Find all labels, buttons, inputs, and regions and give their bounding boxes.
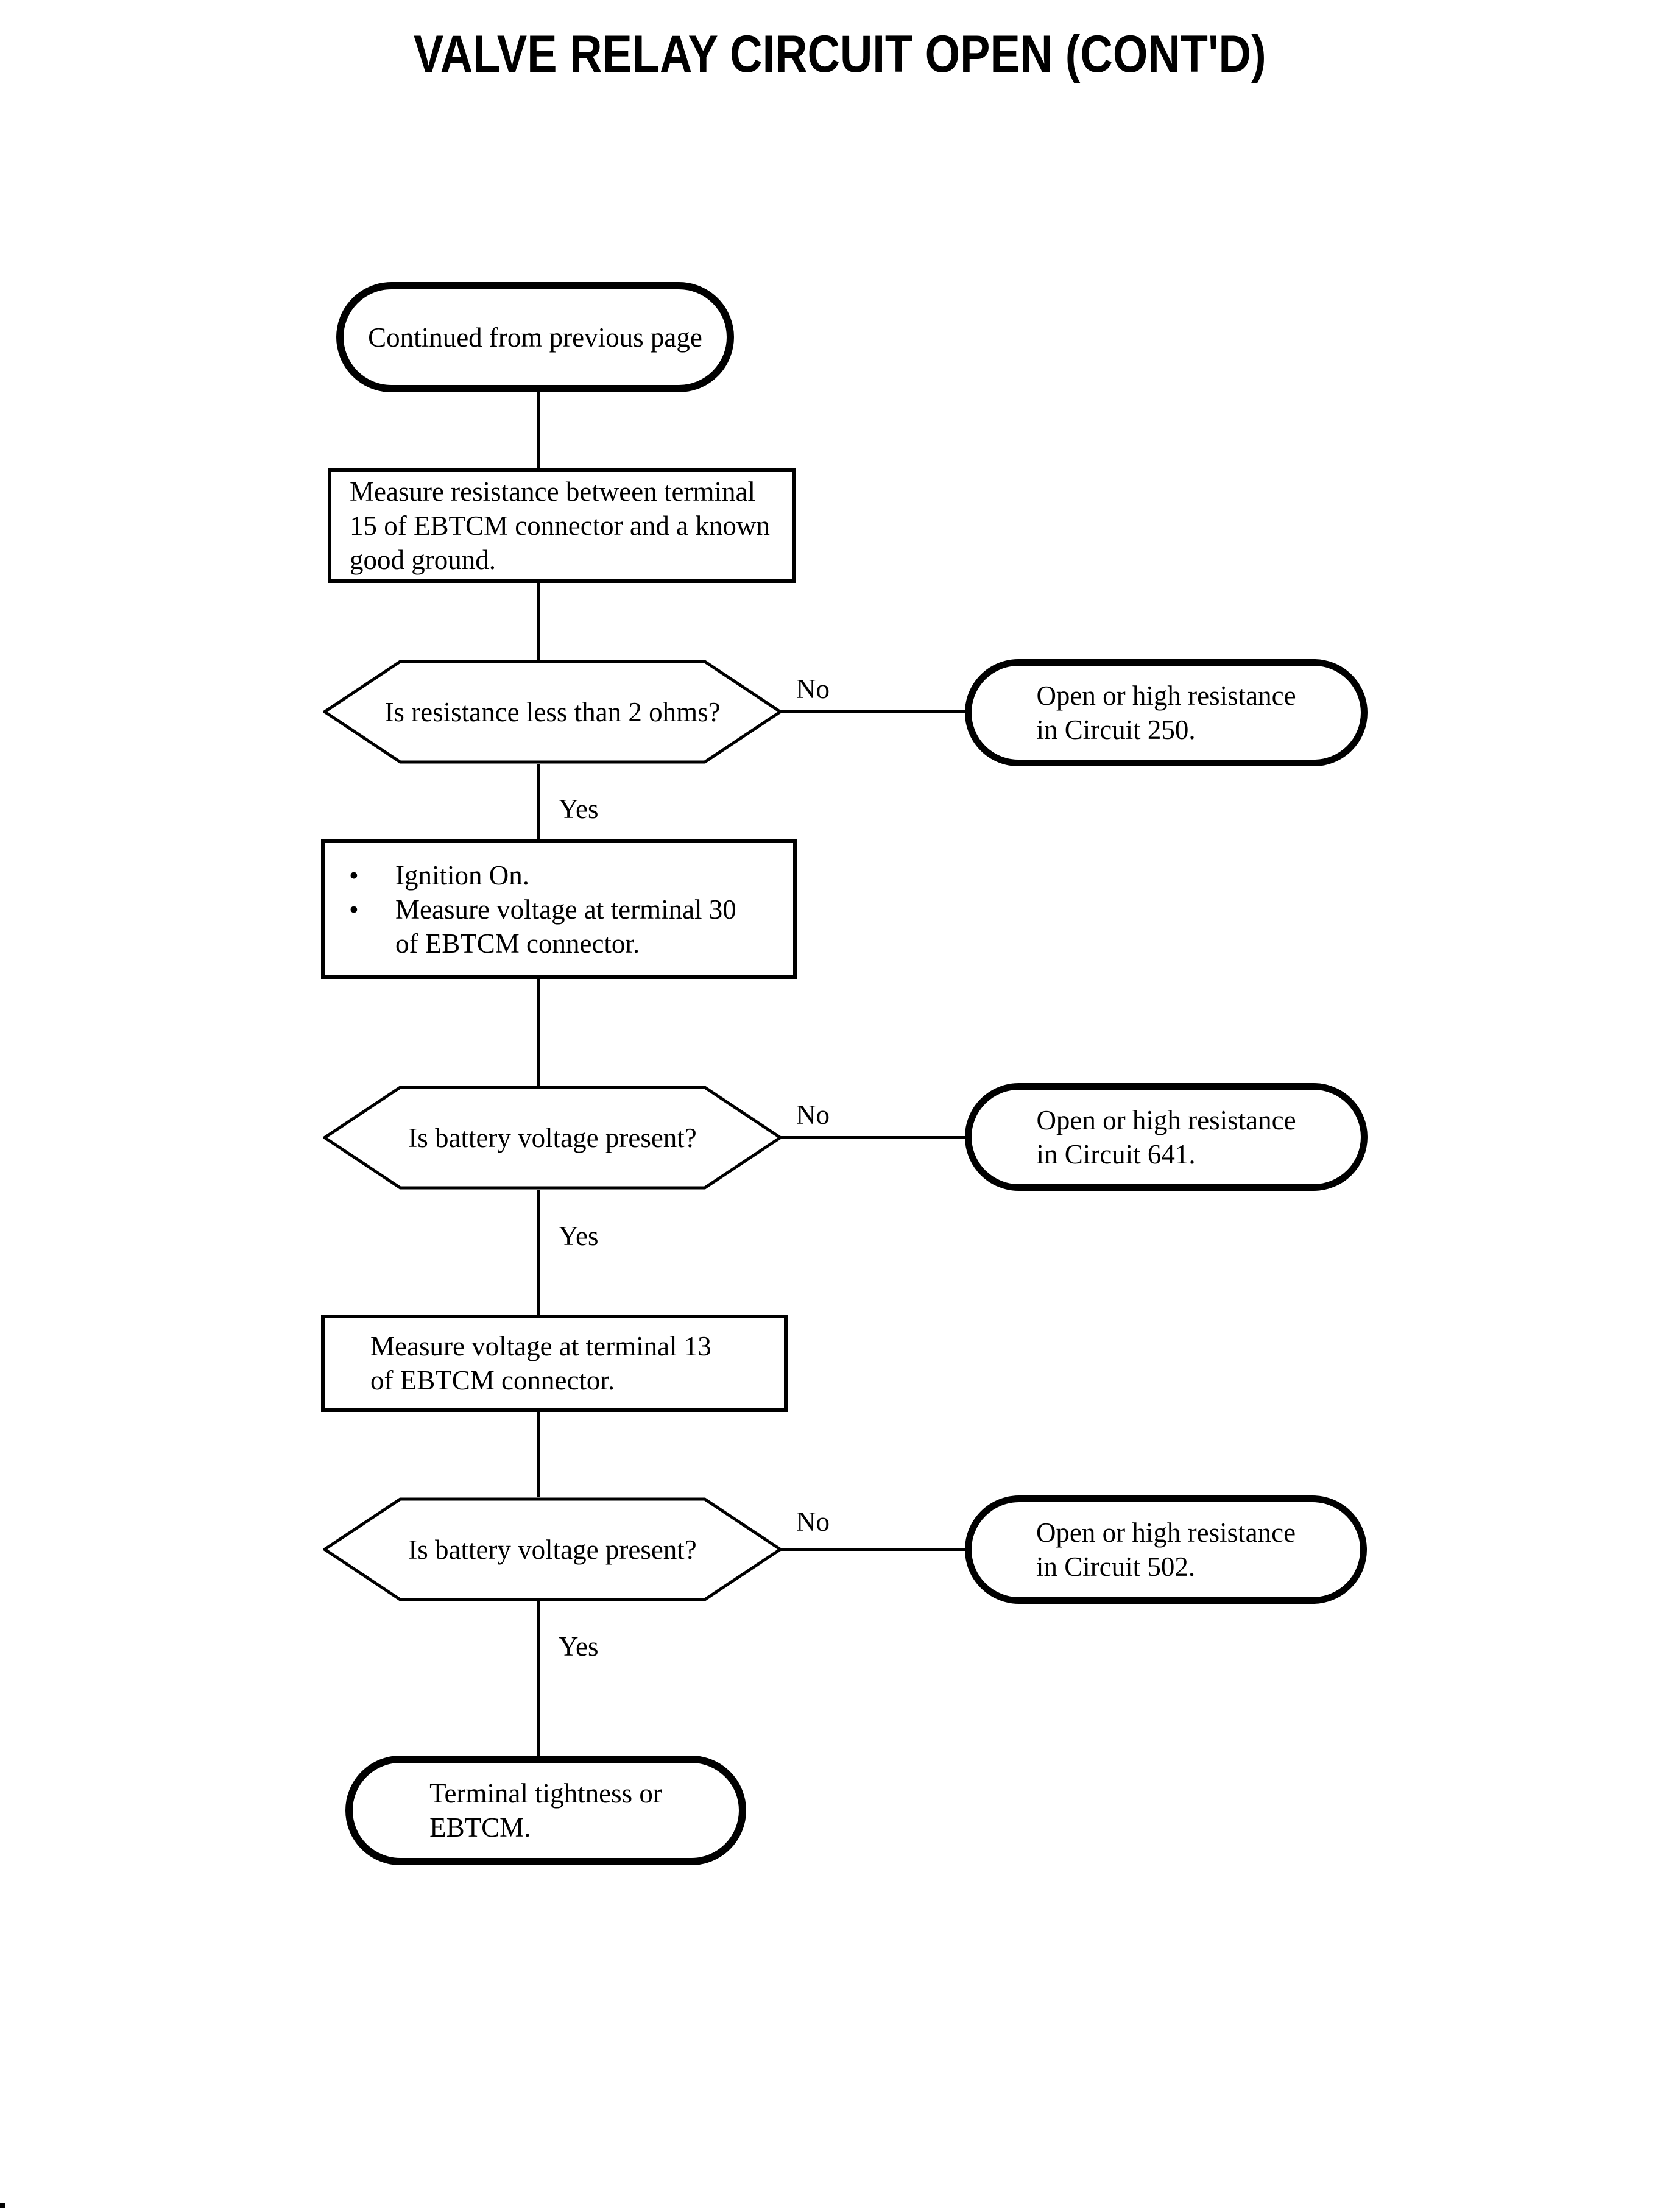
- connector-decision3-to-result3: [781, 1548, 969, 1551]
- no-label-1: No: [796, 674, 830, 704]
- connector-start-to-process1: [537, 391, 540, 470]
- yes-label-1: Yes: [559, 794, 599, 824]
- decision-2-question: Is battery voltage present?: [408, 1122, 697, 1153]
- process-3-line: of EBTCM connector.: [370, 1365, 615, 1396]
- decision-hexagon-1: [323, 660, 782, 764]
- connector-decision2-to-process3: [537, 1190, 540, 1315]
- page-title-text: VALVE RELAY CIRCUIT OPEN (CONT'D): [414, 25, 1266, 83]
- process-1-line: good ground.: [350, 545, 496, 575]
- decision-1-question: Is resistance less than 2 ohms?: [384, 696, 721, 727]
- no-label-2: No: [796, 1100, 830, 1130]
- bullet-icon: •: [349, 894, 359, 925]
- bullet-icon: •: [349, 860, 359, 891]
- result-oval-2: [965, 1083, 1368, 1191]
- result-3-line: in Circuit 502.: [1036, 1552, 1196, 1582]
- connector-decision2-to-result2: [781, 1136, 969, 1139]
- process-box-1: [328, 468, 796, 583]
- process-box-2: [321, 839, 797, 979]
- connector-process2-to-decision2: [537, 978, 540, 1086]
- bullet-2-line: Measure voltage at terminal 30: [395, 894, 736, 925]
- connector-process3-to-decision3: [537, 1411, 540, 1497]
- process-1-line: 15 of EBTCM connector and a known: [350, 510, 770, 541]
- terminator-end-line: EBTCM.: [429, 1812, 531, 1843]
- yes-label-2: Yes: [559, 1221, 599, 1251]
- scan-artifact: [0, 2203, 5, 2208]
- bullet-1-line: Ignition On.: [395, 860, 529, 891]
- bullet-item: [325, 858, 793, 892]
- result-2-line: Open or high resistance: [1036, 1104, 1296, 1135]
- bullet-item: [325, 892, 793, 961]
- terminator-start: [336, 282, 734, 392]
- connector-decision1-to-result1: [781, 710, 969, 713]
- connector-decision1-to-process2: [537, 764, 540, 839]
- result-1-line: in Circuit 250.: [1036, 715, 1196, 745]
- decision-hexagon-3: [323, 1497, 782, 1601]
- decision-3-question: Is battery voltage present?: [408, 1534, 697, 1565]
- connector-process1-to-decision1: [537, 582, 540, 662]
- terminator-end-line: Terminal tightness or: [429, 1778, 662, 1809]
- process-box-3: [321, 1315, 788, 1412]
- result-oval-1: [965, 659, 1368, 766]
- connector-decision3-to-end: [537, 1601, 540, 1756]
- process-3-line: Measure voltage at terminal 13: [370, 1331, 711, 1361]
- no-label-3: No: [796, 1506, 830, 1537]
- yes-label-3: Yes: [559, 1631, 599, 1662]
- terminator-start-label: Continued from previous page: [368, 322, 702, 353]
- bullet-2-line: of EBTCM connector.: [395, 928, 640, 959]
- process-1-line: Measure resistance between terminal: [350, 476, 755, 507]
- page-title: [0, 25, 1680, 83]
- terminator-end: [345, 1756, 746, 1865]
- result-1-line: Open or high resistance: [1036, 680, 1296, 711]
- result-3-line: Open or high resistance: [1036, 1517, 1296, 1548]
- decision-hexagon-2: [323, 1086, 782, 1190]
- result-2-line: in Circuit 641.: [1036, 1139, 1196, 1170]
- result-oval-3: [965, 1495, 1367, 1604]
